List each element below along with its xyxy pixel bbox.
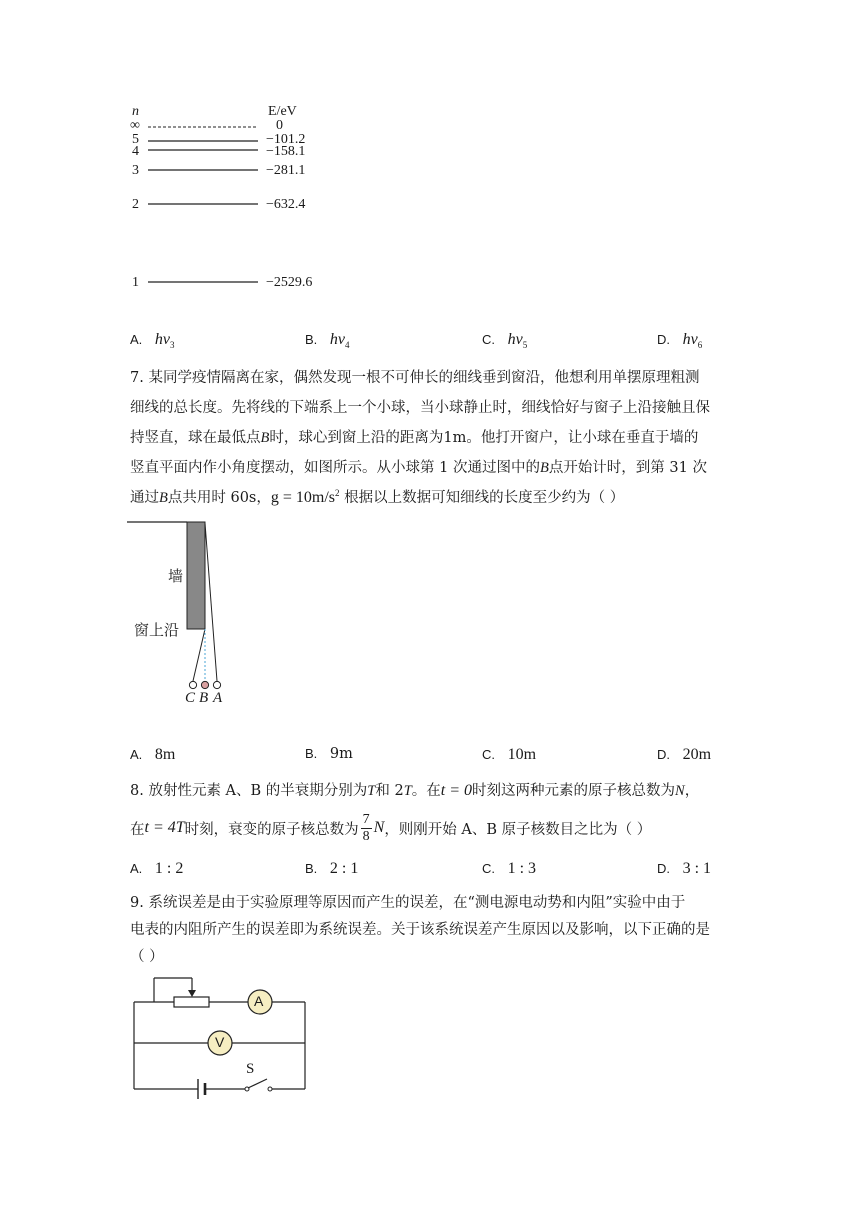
q7-option-c[interactable]: C. 10m — [482, 746, 537, 763]
q7-line-5: 通过B点共用时 60s，$g = 10m/s^2$ 根据以上数据可知细线的长度至少约为（ ） — [130, 488, 625, 506]
voltmeter-label: V — [215, 1034, 225, 1050]
switch-label: S — [246, 1061, 255, 1077]
string-to-c — [193, 629, 205, 681]
q7-line-1: 7. 某同学疫情隔离在家，偶然发现一根不可伸长的细线垂到窗沿，他想利用单摆原理粗测 — [130, 370, 700, 386]
q7-line-4: 竖直平面内作小角度摆动，如图所示。从小球第 1 次通过图中的B点开始计时，到第 31 次 — [130, 460, 707, 476]
ammeter-label: A — [254, 993, 264, 1009]
q9-line-3: （ ） — [130, 949, 164, 965]
level-3-n: 3 — [132, 163, 139, 178]
q8-line-1: 8. 放射性元素 A、B 的半衰期分别为T和 2T。在t = 0时刻这两种元素的原子核总数为N， — [130, 782, 700, 799]
q6-option-d[interactable]: D. $h\nu_6$ — [657, 331, 703, 350]
q7-line-3: 持竖直，球在最低点B时，球心到窗上沿的距离为1m。他打开窗户，让小球在垂直于墙的 — [130, 430, 699, 446]
level-4-e: −158.1 — [266, 144, 306, 159]
level-inf-e: 0 — [276, 118, 283, 133]
ball-c — [189, 681, 196, 688]
level-2-n: 2 — [132, 197, 139, 212]
string-to-a — [205, 523, 217, 681]
level-4-n: 4 — [132, 144, 139, 159]
level-inf-n: ∞ — [130, 118, 140, 133]
q7-option-a[interactable]: A. 8m — [130, 746, 176, 763]
q9-line-1: 9. 系统误差是由于实验原理等原因而产生的误差，在“测电源电动势和内阻”实验中由于 — [130, 895, 686, 911]
energy-level-lines — [120, 96, 340, 296]
level-5-e: −101.2 — [266, 132, 306, 147]
e-axis-label: E/eV — [268, 104, 297, 119]
level-3-e: −281.1 — [266, 163, 306, 178]
q7-option-b[interactable]: B. 9m — [305, 746, 353, 762]
wall-shape — [187, 522, 205, 629]
q8-option-d[interactable]: D. 3 : 1 — [657, 860, 712, 877]
q6-option-b[interactable]: B. $h\nu_4$ — [305, 331, 350, 350]
q6-option-c[interactable]: C. $h\nu_5$ — [482, 331, 528, 350]
q8-option-a[interactable]: A. 1 : 2 — [130, 860, 184, 877]
level-1-n: 1 — [132, 275, 139, 290]
level-2-e: −632.4 — [266, 197, 306, 212]
point-a-label: A — [213, 690, 223, 706]
rheostat — [174, 997, 209, 1007]
wall-label: 墙 — [168, 567, 184, 585]
switch-lever — [248, 1079, 267, 1088]
ball-b — [201, 681, 208, 688]
q6-option-a[interactable]: A. $h\nu_3$ — [130, 331, 175, 350]
q7-line-2: 细线的总长度。先将线的下端系上一个小球，当小球静止时，细线恰好与窗子上沿接触且保 — [130, 400, 710, 416]
q8-option-c[interactable]: C. 1 : 3 — [482, 860, 537, 877]
n-axis-label: n — [132, 104, 139, 119]
fraction-7-8: 7 8 — [362, 811, 370, 844]
q8-option-b[interactable]: B. 2 : 1 — [305, 860, 359, 877]
point-c-label: C — [185, 690, 196, 706]
pendulum-figure — [125, 515, 245, 715]
point-b-label: B — [199, 690, 209, 706]
slider-arrow — [188, 990, 196, 997]
q9-line-2: 电表的内阻所产生的误差即为系统误差。关于该系统误差产生原因以及影响，以下正确的是 — [130, 922, 710, 938]
level-5-n: 5 — [132, 132, 139, 147]
window-sill-label: 窗上沿 — [134, 621, 180, 639]
q7-option-d[interactable]: D. 20m — [657, 746, 712, 763]
level-1-e: −2529.6 — [266, 275, 313, 290]
ball-a — [213, 681, 220, 688]
q8-line-2: 在 t = 4T 时刻，衰变的原子核总数为 7 8 N ，则刚开始 A、B 原子核数目之比为（ ） — [130, 811, 652, 844]
